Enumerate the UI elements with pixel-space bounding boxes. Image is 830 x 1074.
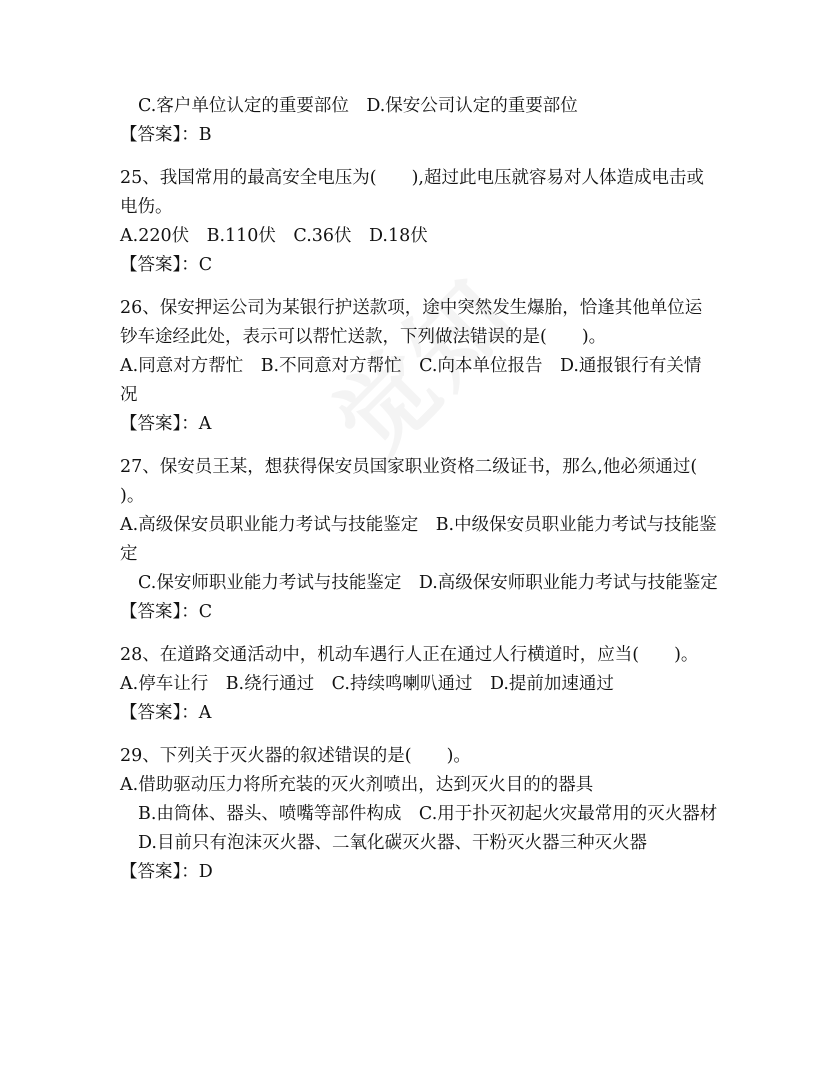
question-25 [120, 164, 718, 280]
question-28 [120, 641, 718, 728]
question-text: 26、保安押运公司为某银行护送款项，途中突然发生爆胎，恰逢其他单位运钞车途经此处，表示可以帮忙送款，下列做法错误的是( )。 [120, 298, 703, 347]
question-list [120, 92, 735, 901]
question-text: 29、下列关于灭火器的叙述错误的是( )。 [120, 746, 471, 766]
question-answer: 【答案】：A [120, 703, 212, 723]
prev-question-options: C.客户单位认定的重要部位 D.保安公司认定的重要部位 [138, 96, 578, 116]
question-options: A.高级保安员职业能力考试与技能鉴定 B.中级保安员职业能力考试与技能鉴定 [120, 515, 717, 564]
question-29 [120, 742, 735, 887]
question-options: A.220伏 B.110伏 C.36伏 D.18伏 [120, 226, 428, 246]
question-answer: 【答案】：C [120, 255, 213, 275]
question-text: 27、保安员王某，想获得保安员国家职业资格二级证书，那么,他必须通过( )。 [120, 457, 733, 506]
question-options: A.停车让行 B.绕行通过 C.持续鸣喇叭通过 D.提前加速通过 [120, 674, 614, 694]
question-answer: 【答案】：D [120, 862, 213, 882]
question-answer: 【答案】：C [120, 602, 213, 622]
question-options: B.由筒体、器头、喷嘴等部件构成 C.用于扑灭初起火灾最常用的灭火器材 D.目前只有泡沫灭火器、二氧化碳灭火器、干粉灭火器三种灭火器 [138, 804, 735, 853]
question-27 [120, 453, 733, 627]
question-text: 25、我国常用的最高安全电压为( ),超过此电压就容易对人体造成电击或电伤。 [120, 168, 704, 217]
question-26 [120, 294, 718, 439]
prev-question-answer: 【答案】：B [120, 125, 212, 145]
question-options: A.借助驱动压力将所充装的灭火剂喷出，达到灭火目的的器具 [120, 775, 594, 795]
question-text: 28、在道路交通活动中，机动车遇行人正在通过人行横道时，应当( )。 [120, 645, 699, 665]
question-answer: 【答案】：A [120, 414, 212, 434]
question-options: C.保安师职业能力考试与技能鉴定 D.高级保安师职业能力考试与技能鉴定 [138, 573, 718, 593]
question-options: A.同意对方帮忙 B.不同意对方帮忙 C.向本单位报告 D.通报银行有关情况 [120, 356, 702, 405]
